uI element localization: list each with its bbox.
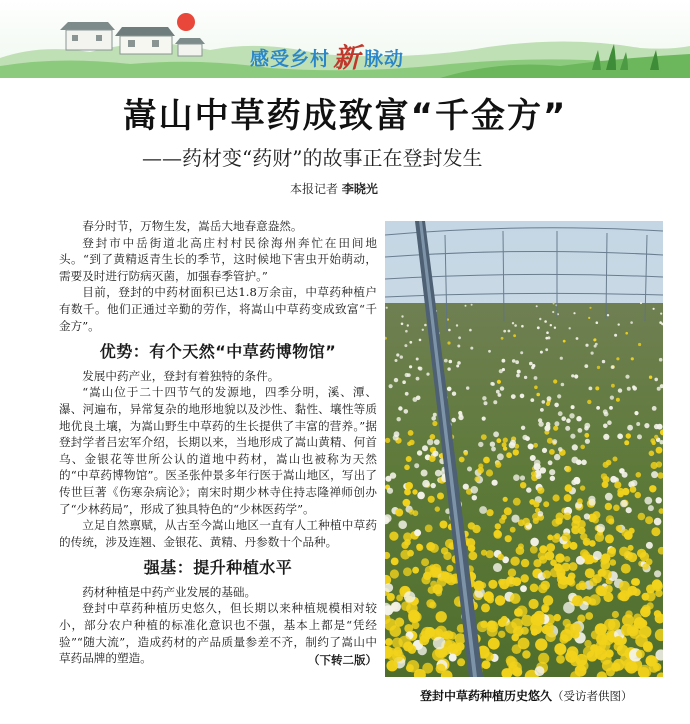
paragraph-2: 登封市中岳街道北高庄村村民徐海州奔忙在田间地头。“到了黄精返青生长的季节，这时候地下害虫开始萌动，需要及时进行防病灭菌，加强春季管护。” <box>59 235 377 283</box>
byline-prefix: 本报记者 <box>290 182 339 196</box>
section-banner <box>0 0 690 78</box>
byline <box>290 180 378 197</box>
sun-icon <box>177 13 195 31</box>
banner-title-new: 新 <box>333 43 362 74</box>
paragraph-1: 春分时节，万物生发，嵩岳大地春意盎然。 <box>82 219 303 233</box>
paragraph-3: 目前，登封的中药材面积已达1.8万余亩，中草药种植户有数千。他们正通过辛勤的劳作，将嵩山中草药变成致富“千金方”。 <box>59 285 377 333</box>
photo-credit: （受访者供图） <box>552 689 633 703</box>
banner-title-part1: 感受乡村 <box>250 48 331 70</box>
section-heading-foundation: 强基：提升种植水平 <box>143 558 293 578</box>
paragraph-5: “嵩山位于二十四节气的发源地，四季分明，溪、潭、瀑、河遍布，异常复杂的地形地貌以及沙性、黏性、壤性等质地优良土壤，为嵩山野生中草药的生长提供了丰富的营养。”据登封学者吕宏军介绍，长期以来，当地形成了嵩山黄精、何首乌、金银花等世所公认的道地中药材，嵩山也被称为天然的“中草药博物馆”。医圣张仲景多年行医于嵩山地区，写出了传世巨著《伤寒杂病论》；南宋时期少林寺住持志隆禅师创办了“少林药局”，形成了独具特色的“少林医药学”。 <box>59 385 377 516</box>
banner-title-part3: 脉动 <box>364 48 405 70</box>
paragraph-7: 药材种植是中药产业发展的基础。 <box>82 584 257 599</box>
photo-caption <box>420 687 633 704</box>
photo-illustration <box>385 221 663 677</box>
section-heading-advantage: 优势：有个天然“中草药博物馆” <box>99 342 337 362</box>
paragraph-6: 立足自然禀赋，从古至今嵩山地区一直有人工种植中草药的传统，涉及连翘、金银花、黄精、丹参数十个品种。 <box>59 518 377 549</box>
byline-author: 李晓光 <box>341 182 378 196</box>
photo-caption-text: 登封中草药种植历史悠久 <box>420 689 553 703</box>
paragraph-4: 发展中药产业，登封有着独特的条件。 <box>82 368 280 383</box>
chrysanthemum-field-photo <box>385 221 663 677</box>
banner-title <box>250 34 404 73</box>
subtitle: ——药材变“药财”的故事正在登封发生 <box>142 146 483 170</box>
paragraph-8: 登封中草药种植历史悠久，但长期以来种植规模相对较小，部分农户种植的标准化意识也不强，基本上都是“凭经验”“随大流”，造成药材的产品质量参差不齐，制约了嵩山中草药品牌的塑造。 <box>59 601 377 666</box>
continued-note: （下转二版） <box>308 652 377 667</box>
article-body <box>59 218 377 668</box>
headline: 嵩山中草药成致富“千金方” <box>122 96 568 136</box>
